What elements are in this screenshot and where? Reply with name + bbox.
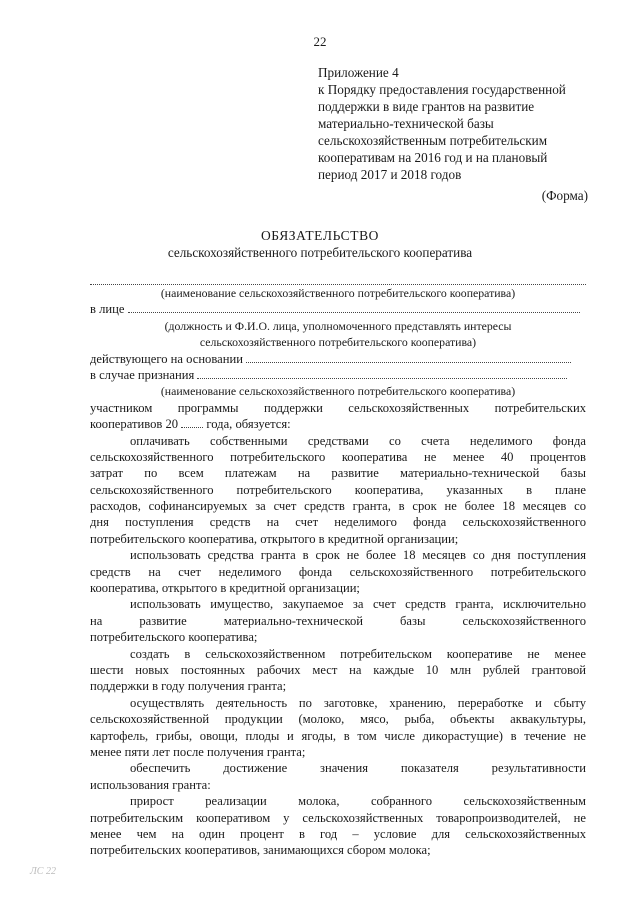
obligation-5-line: сельскохозяйственной продукции (молоко, мясо, рыба, объекты аквакультуры, xyxy=(90,712,586,727)
obligation-3-line: на развитие материально-технической базы сельскохозяйственного xyxy=(90,613,586,628)
document-body xyxy=(90,268,586,859)
caption-position-1: (должность и Ф.И.О. лица, уполномоченного представлять интересы xyxy=(164,318,512,333)
acting-basis-label: действующего на основании xyxy=(90,351,243,366)
recognition-row xyxy=(90,367,586,383)
obligation-1-line: затрат по всем платежам на развитие материально-технической базы xyxy=(90,466,586,481)
in-person-label: в лице xyxy=(90,302,125,317)
obligation-2-line: кооператива, открытого в кредитной организации; xyxy=(90,581,360,596)
indicator-line: потребительским кооперативом у сельскохозяйственных товаропроизводителей, не xyxy=(90,810,586,825)
appendix-line: материально-технической базы xyxy=(318,116,494,131)
caption-cooperative-name-2: (наименование сельскохозяйственного потребительского кооператива) xyxy=(160,384,516,399)
appendix-line: Приложение 4 xyxy=(318,65,399,80)
obligation-5-line: осуществлять деятельность по заготовке, хранению, переработке и сбыту xyxy=(130,695,586,710)
appendix-line: к Порядку предоставления государственной xyxy=(318,82,566,97)
document-subtitle: сельскохозяйственного потребительского кооператива xyxy=(167,245,473,260)
page-number: 22 xyxy=(313,34,327,49)
program-line-2 xyxy=(90,416,586,432)
obligation-1-line: оплачивать собственными средствами со счета неделимого фонда xyxy=(130,433,586,448)
in-person-field xyxy=(128,301,580,313)
obligation-5-line: менее пяти лет после получения гранта; xyxy=(90,744,306,759)
obligation-3-line: использовать имущество, закупаемое за счет средств гранта, исключительно xyxy=(130,597,586,612)
obligation-3-line: потребительского кооператива; xyxy=(90,630,258,645)
obligation-1-line: расходов, софинансируемых за счет средств гранта, в срок не более 18 месяцев со xyxy=(90,499,586,514)
acting-basis-field xyxy=(246,351,571,363)
obligation-6-line: обеспечить достижение значения показателя результативности xyxy=(130,761,586,776)
program-year-field xyxy=(181,416,203,428)
cooperative-name-field xyxy=(90,272,586,285)
obligation-1-line: сельскохозяйственного потребительского кооператива не менее 40 процентов xyxy=(90,449,586,464)
appendix-header xyxy=(318,64,566,183)
obligation-5-line: картофель, грибы, овощи, плоды и ягоды, в том числе дикорастущие) в течение не xyxy=(90,728,586,743)
appendix-line: кооперативам на 2016 год и на плановый xyxy=(318,150,548,165)
recognition-field xyxy=(197,367,567,379)
obligation-6-line: использования гранта: xyxy=(90,777,211,792)
obligation-4-line: создать в сельскохозяйственном потребительском кооперативе не менее xyxy=(130,646,586,661)
indicator-line: менее чем на один процент в год – условие для сельскохозяйственных xyxy=(90,826,586,841)
obligation-1-line: дня поступления средств на счет неделимого фонда сельскохозяйственного xyxy=(90,515,586,530)
caption-cooperative-name: (наименование сельскохозяйственного потребительского кооператива) xyxy=(160,286,516,300)
indicator-line: прирост реализации молока, собранного сельскохозяйственным xyxy=(130,794,586,809)
obligation-2-line: использовать средства гранта в срок не более 18 месяцев со дня поступления xyxy=(130,548,586,563)
in-person-row xyxy=(90,301,586,317)
pencil-mark: ЛС 22 xyxy=(30,866,56,877)
program-year-prefix: кооперативов 20 xyxy=(90,417,179,432)
appendix-line: сельскохозяйственным потребительским xyxy=(318,133,548,148)
obligation-2-line: средств на счет неделимого фонда сельскохозяйственного потребительского xyxy=(90,564,586,579)
obligation-4-line: поддержки в году получения гранта; xyxy=(90,679,287,694)
appendix-line: поддержки в виде грантов на развитие xyxy=(318,99,535,114)
caption-position-2: сельскохозяйственного потребительского кооператива) xyxy=(199,335,477,350)
document-title: ОБЯЗАТЕЛЬСТВО xyxy=(260,228,380,243)
program-obligation-intro: года, обязуется: xyxy=(206,417,291,432)
obligation-4-line: шести новых постоянных рабочих мест на каждые 10 млн рублей грантовой xyxy=(90,662,586,677)
obligation-1-line: сельскохозяйственного потребительского кооператива, указанных в плане xyxy=(90,482,586,497)
program-line-1: участником программы поддержки сельскохозяйственных потребительских xyxy=(90,400,586,415)
acting-basis-row xyxy=(90,351,586,367)
indicator-line: потребительских кооперативов, занимающихся сбором молока; xyxy=(90,843,431,858)
recognition-label: в случае признания xyxy=(90,367,195,382)
form-label: (Форма) xyxy=(541,188,588,203)
appendix-line: период 2017 и 2018 годов xyxy=(318,167,462,182)
obligation-1-line: потребительского кооператива, открытого в кредитной организации; xyxy=(90,531,459,546)
